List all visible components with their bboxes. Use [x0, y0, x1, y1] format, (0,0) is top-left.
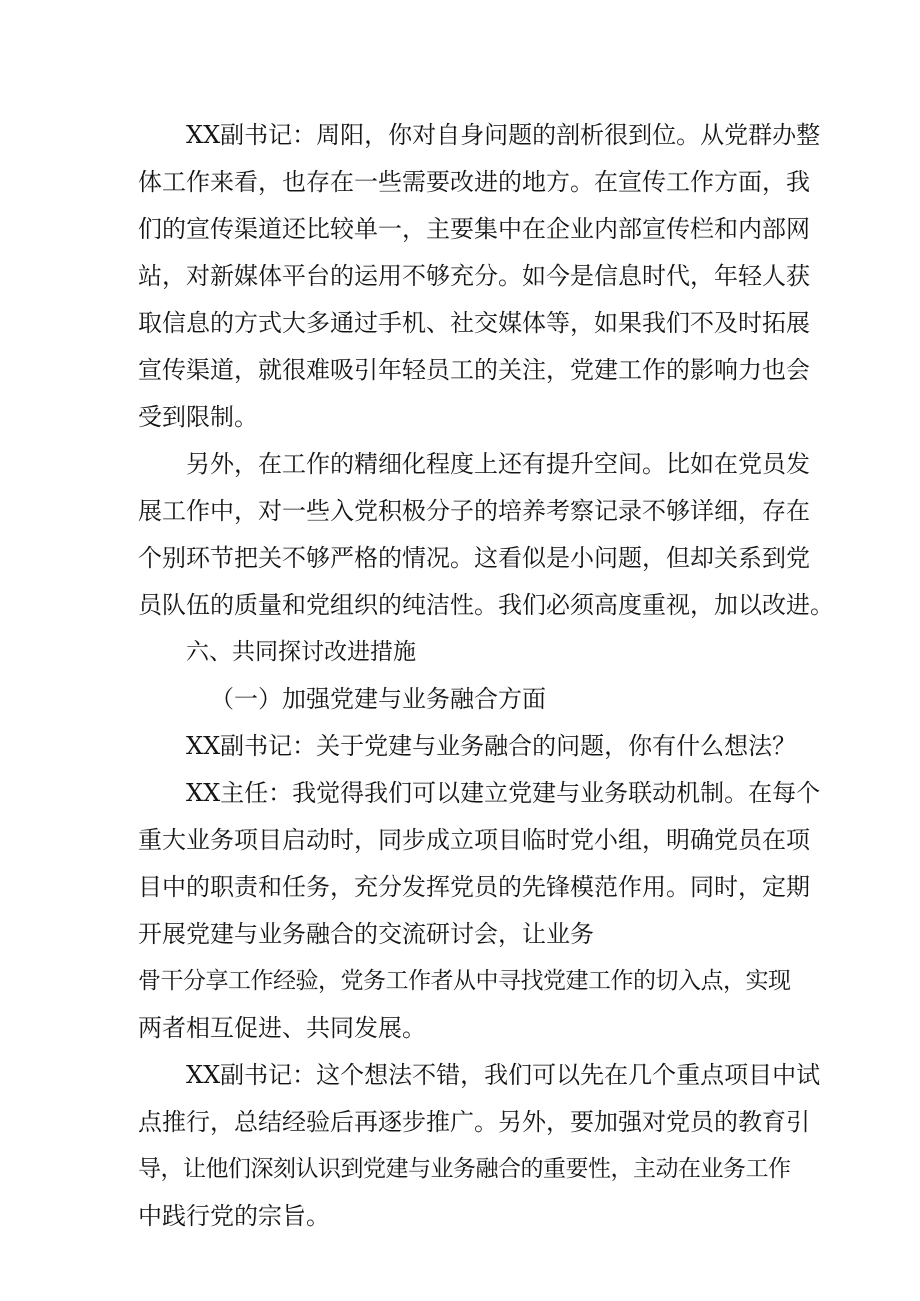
subsection-heading: （一）加强党建与业务融合方面: [210, 685, 546, 713]
paragraph-line: 取信息的方式大多通过手机、社交媒体等，如果我们不及时拓展: [138, 309, 810, 337]
paragraph-line: 宣传渠道，就很难吸引年轻员工的关注，党建工作的影响力也会: [138, 356, 810, 384]
paragraph-line: 两者相互促进、共同发展。: [138, 1014, 426, 1042]
paragraph-line: 受到限制。: [138, 403, 258, 431]
paragraph-line: 骨干分享工作经验，党务工作者从中寻找党建工作的切入点，实现: [138, 968, 791, 994]
paragraph-line: XX副书记：周阳，你对自身问题的剖析很到位。从党群办整: [186, 121, 821, 149]
paragraph-line: 目中的职责和任务，充分发挥党员的先锋模范作用。同时，定期: [138, 873, 810, 901]
paragraph-line: 另外，在工作的精细化程度上还有提升空间。比如在党员发: [186, 450, 810, 478]
paragraph-line: 点推行，总结经验后再逐步推广。另外，要加强对党员的教育引: [138, 1108, 810, 1136]
paragraph-line: 中践行党的宗旨。: [138, 1202, 330, 1230]
section-heading: 六、共同探讨改进措施: [186, 639, 416, 665]
paragraph-line: XX主任：我觉得我们可以建立党建与业务联动机制。在每个: [186, 779, 821, 807]
paragraph-line: 重大业务项目启动时，同步成立项目临时党小组，明确党员在项: [138, 826, 810, 854]
paragraph-line: 站，对新媒体平台的运用不够充分。如今是信息时代，年轻人获: [138, 262, 810, 290]
paragraph-line: 导，让他们深刻认识到党建与业务融合的重要性，主动在业务工作: [138, 1156, 791, 1182]
paragraph-line: 展工作中，对一些入党积极分子的培养考察记录不够详细，存在: [138, 497, 810, 525]
paragraph-line: 体工作来看，也存在一些需要改进的地方。在宣传工作方面，我: [138, 168, 810, 196]
paragraph-line: 开展党建与业务融合的交流研讨会，让业务: [138, 920, 594, 948]
paragraph-line: 员队伍的质量和党组织的纯洁性。我们必须高度重视，加以改进。: [138, 591, 834, 619]
paragraph-line: 们的宣传渠道还比较单一，主要集中在企业内部宣传栏和内部网: [138, 215, 810, 243]
paragraph-line: XX副书记：关于党建与业务融合的问题，你有什么想法？: [186, 732, 797, 760]
paragraph-line: 个别环节把关不够严格的情况。这看似是小问题，但却关系到党: [138, 544, 810, 572]
paragraph-line: XX副书记：这个想法不错，我们可以先在几个重点项目中试: [186, 1061, 821, 1089]
